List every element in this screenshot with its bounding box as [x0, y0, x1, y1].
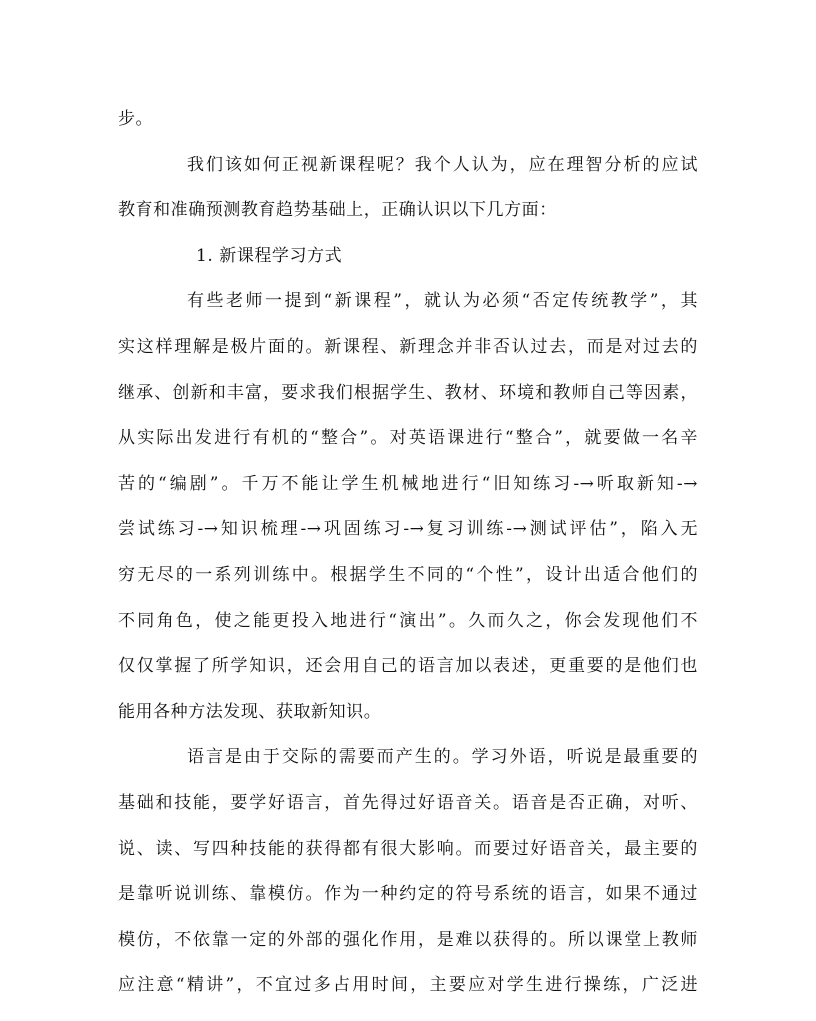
- paragraph-line: 基础和技能，要学好语言，首先得过好语音关。语音是否正确，对听、: [118, 792, 698, 813]
- paragraph-end-line: 能用各种方法发现、获取新知识。: [118, 701, 382, 722]
- section-heading: 1. 新课程学习方式: [196, 245, 343, 266]
- paragraph-line: 应注意“精讲”，不宜过多占用时间，主要应对学生进行操练，广泛进: [118, 975, 698, 996]
- paragraph-end-line: 步。: [118, 109, 154, 129]
- paragraph-line: 仅仅掌握了所学知识，还会用自己的语言加以表述，更重要的是他们也: [118, 656, 698, 677]
- paragraph-line: 是靠听说训练、靠模仿。作为一种约定的符号系统的语言，如果不通过: [118, 884, 698, 905]
- paragraph-line: 模仿，不依靠一定的外部的强化作用，是难以获得的。所以课堂上教师: [118, 929, 698, 950]
- paragraph-line: 尝试练习-→知识梳理-→巩固练习-→复习训练-→测试评估”，陷入无: [118, 519, 698, 540]
- paragraph-line: 语言是由于交际的需要而产生的。学习外语，听说是最重要的: [187, 747, 698, 768]
- paragraph-line: 教育和准确预测教育趋势基础上，正确认识以下几方面：: [118, 200, 557, 221]
- paragraph-line: 我们该如何正视新课程呢？我个人认为，应在理智分析的应试: [187, 154, 698, 175]
- paragraph-line: 说、读、写四种技能的获得都有很大影响。而要过好语音关，最主要的: [118, 838, 698, 859]
- paragraph-line: 不同角色，使之能更投入地进行“演出”。久而久之，你会发现他们不: [118, 610, 698, 631]
- paragraph-line: 从实际出发进行有机的“整合”。对英语课进行“整合”，就要做一名辛: [118, 428, 698, 449]
- paragraph-line: 继承、创新和丰富，要求我们根据学生、教材、环境和教师自己等因素，: [118, 382, 698, 403]
- paragraph-line: 穷无尽的一系列训练中。根据学生不同的“个性”，设计出适合他们的: [118, 564, 698, 585]
- paragraph-line: 苦的“编剧”。千万不能让学生机械地进行“旧知练习-→听取新知-→: [118, 473, 698, 494]
- paragraph-line: 实这样理解是极片面的。新课程、新理念并非否认过去，而是对过去的: [118, 336, 698, 357]
- paragraph-line: 有些老师一提到“新课程”，就认为必须“否定传统教学”，其: [187, 291, 698, 312]
- document-body: [118, 97, 698, 1009]
